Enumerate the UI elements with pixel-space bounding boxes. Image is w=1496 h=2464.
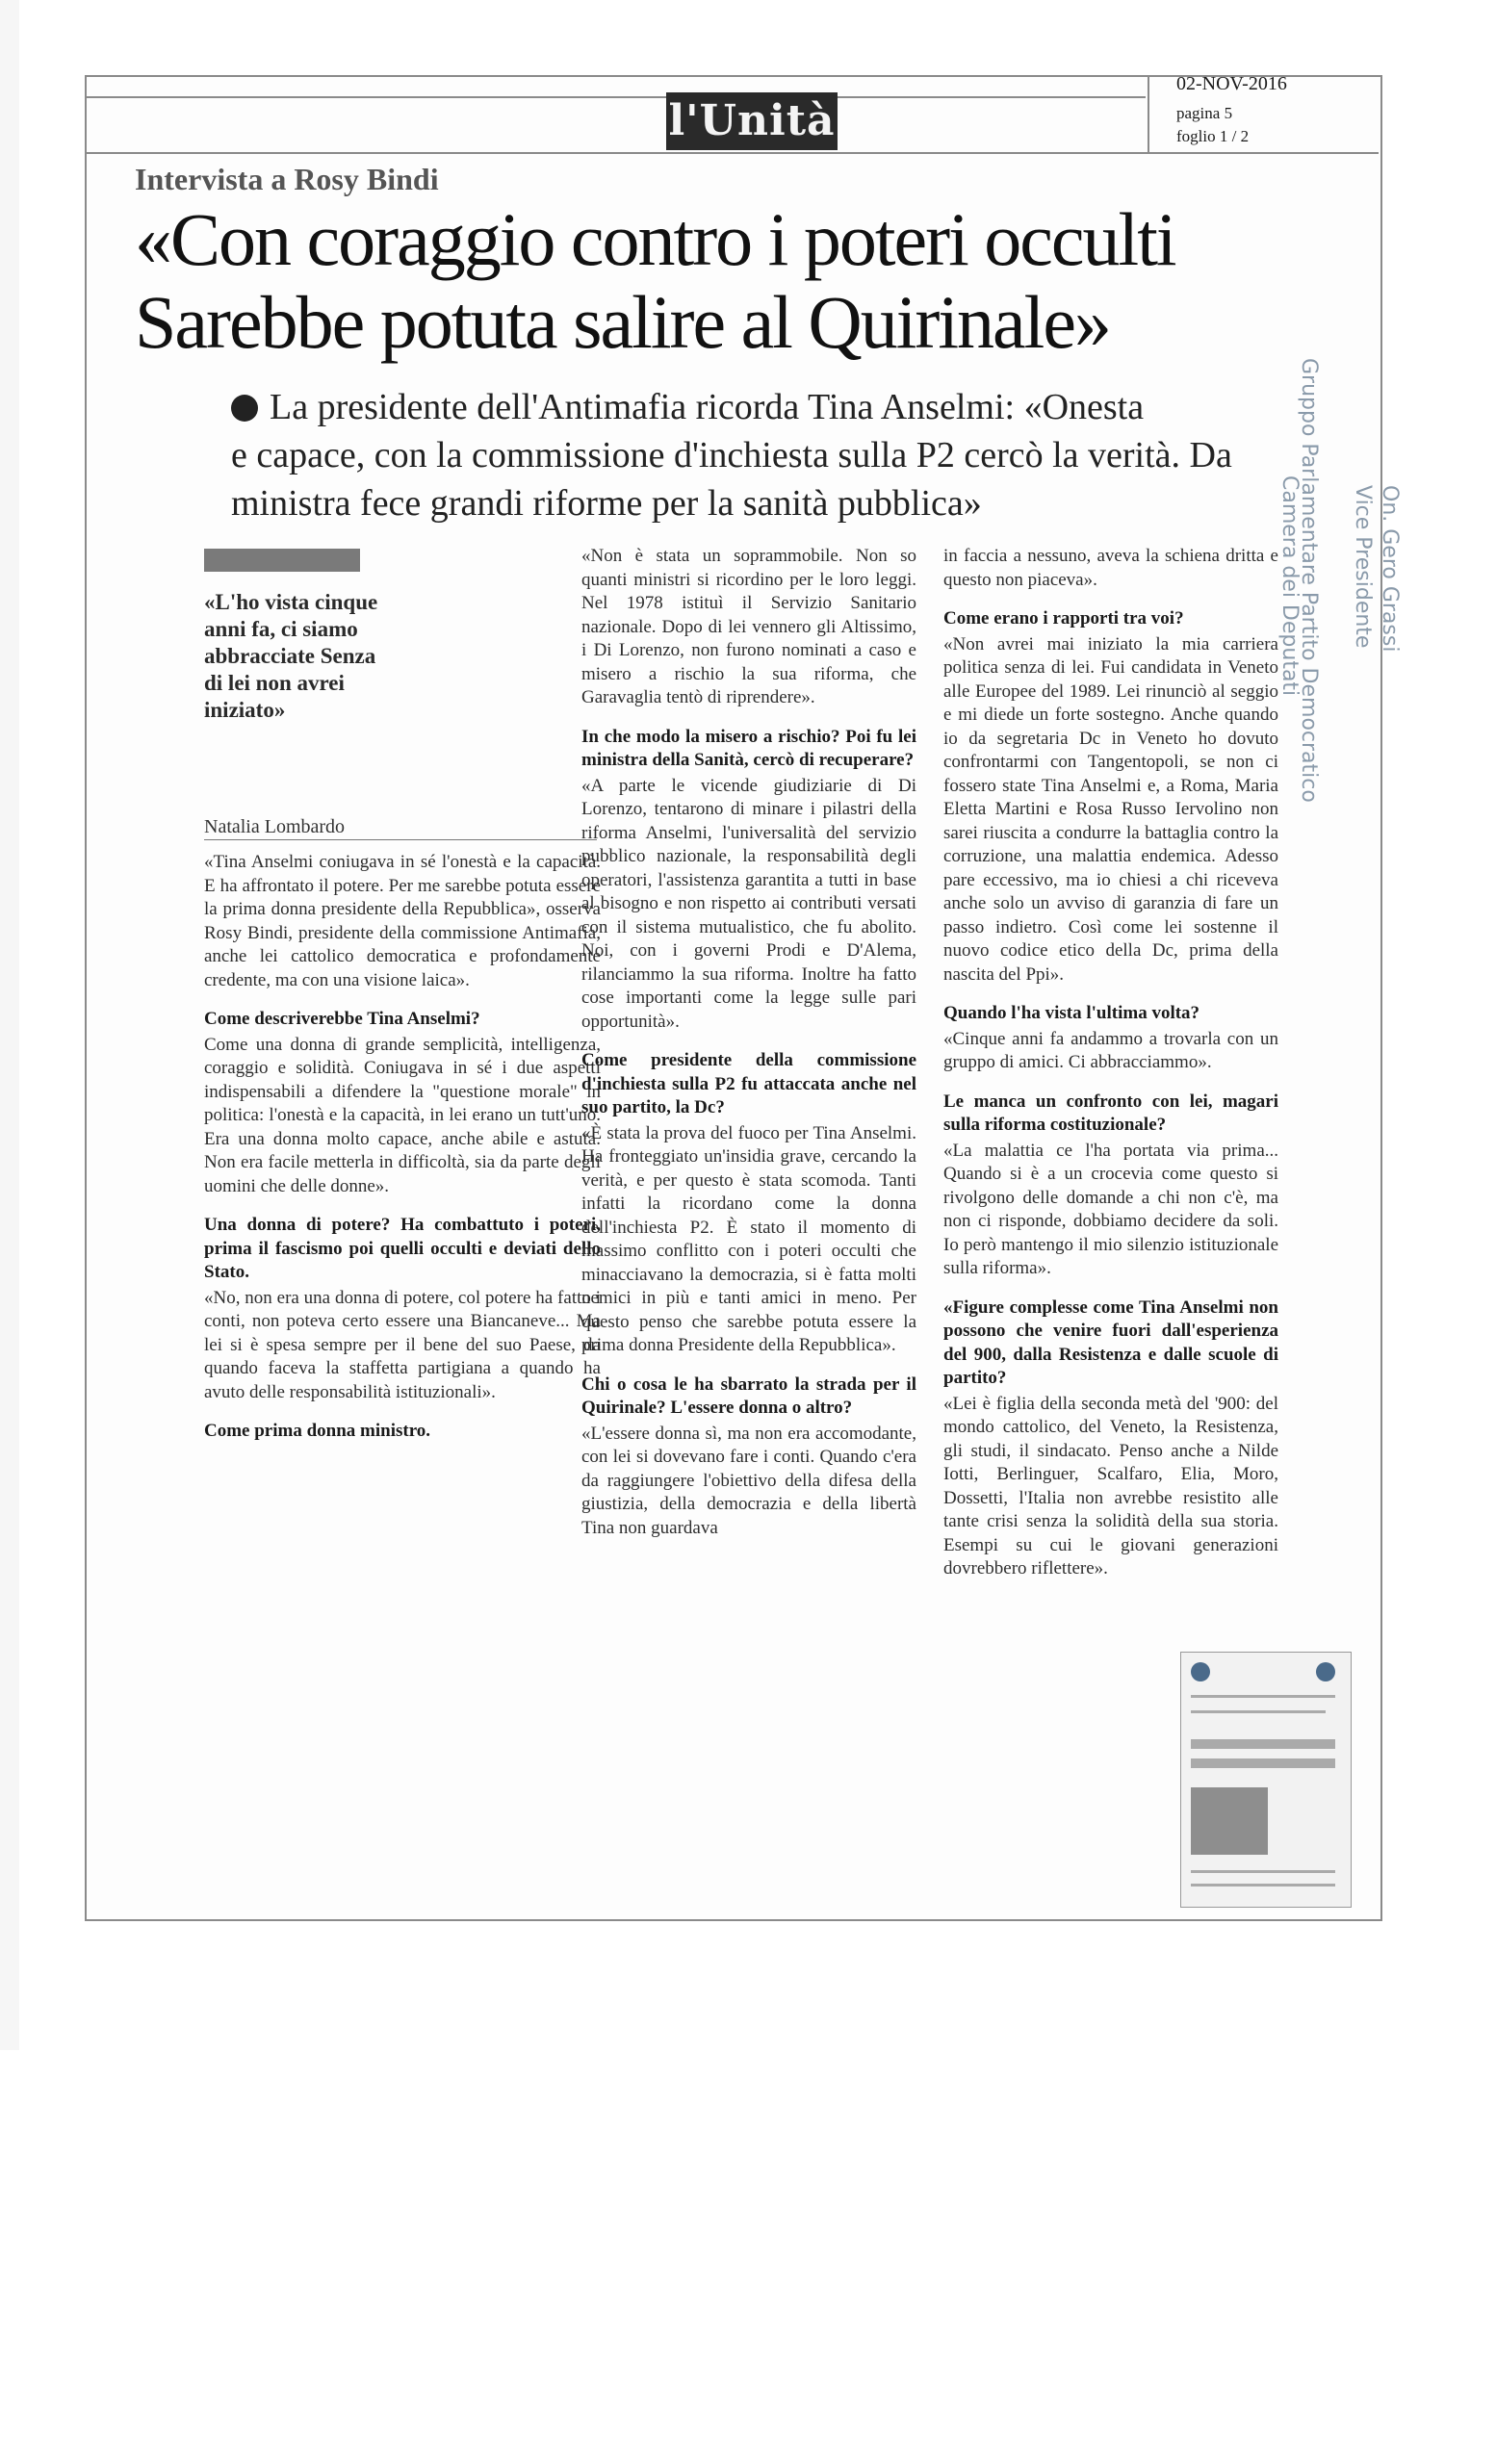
question: Come prima donna ministro. [204,1421,431,1441]
answer: «È stata la prova del fuoco per Tina Anselmi. Ha fronteggiato un'insidia grave, cercando la verità, e per questo è stata scomoda. Tanti infatti la ricordano come la donna dell'inchiesta P2. È stato il momento di massimo conflitto con i poteri occulti che minacciavano la democrazia, si è fatta molti nemici in più e tanti amici in meno. Per questo penso che sarebbe potuta essere la prima donna Presidente della Repubblica». [581,1122,916,1355]
question: Una donna di potere? Ha combattuto i poteri, prima il fascismo poi quelli occulti e deviati dello Stato. [204,1215,601,1282]
answer: «Lei è figlia della seconda metà del '900: del mondo cattolico, del Veneto, la Resistenza, gli studi, il sindacato. Penso anche a Nilde Iotti, Berlinguer, Scalfaro, Elia, Moro, Dossetti, l'Italia non avrebbe resistito alle tante crisi senza la solidità della sua storia. Esempi su cui le giovani generazioni dovrebbero riflettere». [943,1393,1278,1578]
answer: in faccia a nessuno, aveva la schiena dritta e questo non piaceva». [943,546,1278,590]
answer: «L'essere donna sì, ma non era accomodante, con lei si dovevano fare i conti. Quando c'era da raggiungere l'obiettivo della difesa della giustizia, della democrazia e della libertà Tina non guardava [581,1423,916,1538]
question: Quando l'ha vista l'ultima volta? [943,1003,1200,1023]
answer: «Non avrei mai iniziato la mia carriera politica senza di lei. Fui candidata in Veneto alle Europee del 1989. Lei rinunciò al seggio e mi diede un forte sostegno. Anche quando io da segretaria Dc in Veneto ho dovuto confrontarmi con Tangentopoli, se non ci fossero state Tina Anselmi e, a Roma, Maria Eletta Martini e Rosa Russo Iervolino non sarei riuscita a condurre la battaglia contro la corruzione, una malattia endemica. Adesso pare eccessivo, ma io chiesi a chi riceveva anche solo un avviso di garanzia di fare un passo indietro. Così come lei sostenne il nuovo codice etico della Dc, prima della nascita del Ppi». [943,633,1278,985]
thumbnail-headline-line [1191,1758,1335,1768]
answer: «A parte le vicende giudiziarie di Di Lorenzo, tentarono di minare i pilastri della riforma Anselmi, l'universalità del servizio pubblico nazionale, la responsabilità degli operatori, l'assistenza garantita a tutti in base al bisogno e non rispetto ai contributi versati con il sistema mutualistico, che fu abolito. Noi, con i governi Prodi e D'Alema, rilanciammo la sua riforma. Inoltre ha fatto cose importanti come la legge sulle pari opportunità». [581,775,916,1032]
stamp-line-4: Vice Presidente [1351,485,1375,649]
subhead-line-1: La presidente dell'Antimafia ricorda Tina Anselmi: «Onesta [270,387,1145,427]
stamp-line-3: On. Gero Grassi [1378,485,1402,653]
thumbnail-text-line [1191,1695,1335,1698]
question: Le manca un confronto con lei, magari sulla riforma costituzionale? [943,1091,1278,1135]
question: «Figure complesse come Tina Anselmi non possono che venire fuori dall'esperienza del 900, dalla Resistenza e dalle scuole di partito? [943,1296,1278,1388]
scan-edge [0,0,19,2050]
column-2 [581,545,916,1552]
column-1 [204,851,601,1446]
page-thumbnail [1180,1652,1352,1908]
answer: «La malattia ce l'ha portata via prima... Quando si è a un crocevia come questo si rivolgono delle domande a chi non c'è, ma non ci risponde, dobbiamo decidere da soli. Io però mantengo il mio silenzio istituzionale sulla riforma». [943,1140,1278,1278]
pullquote: «L'ho vista cinque anni fa, ci siamo abbracciate Senza di lei non avrei iniziato» [204,590,378,722]
byline: Natalia Lombardo [204,816,346,837]
thumbnail-logo-icon [1191,1662,1210,1681]
thumbnail-text-line [1191,1870,1335,1873]
clipping-page: pagina 5 [1176,104,1233,122]
answer: «Cinque anni fa andammo a trovarla con un gruppo di amici. Ci abbracciammo». [943,1028,1278,1072]
question: Come presidente della commissione d'inchiesta sulla P2 fu attaccata anche nel suo partito, la Dc? [581,1050,916,1117]
thumbnail-text-line [1191,1710,1326,1713]
question: In che modo la misero a rischio? Poi fu lei ministra della Sanità, cercò di recuperare? [581,726,916,770]
byline-rule [204,839,597,840]
thumbnail-text-line [1191,1884,1335,1886]
article-kicker: Intervista a Rosy Bindi [135,162,439,196]
subhead-line-2: e capace, con la commissione d'inchiesta sulla P2 cercò la verità. Da ministra fece grandi riforme per la sanità pubblica» [231,435,1232,524]
question: Chi o cosa le ha sbarrato la strada per il Quirinale? L'essere donna o altro? [581,1373,916,1418]
pullquote-bar [204,549,360,572]
masthead-rule [87,96,1146,98]
stamp-line-2: Camera dei Deputati [1277,475,1302,697]
clipping-date: 02-NOV-2016 [1176,73,1287,94]
intro-paragraph: «Tina Anselmi coniugava in sé l'onestà e la capacità. E ha affrontato il potere. Per me sarebbe potuta essere la prima donna presidente della Repubblica», osserva Rosy Bindi, presidente della commissione Antimafia, anche lei cattolico democratica e profondamente credente, ma con una visione laica». [204,852,601,990]
column-3 [943,545,1278,1593]
answer: «No, non era una donna di potere, col potere ha fatto i conti, non poteva certo essere una Biancaneve... Ma lei si è spesa sempre per il bene del suo Paese, da quando faceva la staffetta partigiana a quando ha avuto delle responsabilità istituzionali». [204,1287,601,1402]
answer: Come una donna di grande semplicità, intelligenza, coraggio e solidità. Coniugava in sé i due aspetti indispensabili a difendere la "questione morale" in politica: l'onestà e la capacità, in lei erano un tutt'uno. Era una donna molto capace, anche abile e astuta. Non era facile metterla in difficoltà, sia da parte degli uomini che delle donne». [204,1034,601,1196]
thumbnail-headline-line [1191,1739,1335,1749]
masthead-rule-bottom [87,152,1379,154]
headline-line-2: Sarebbe potuta salire al Quirinale» [135,280,1110,364]
thumbnail-photo [1191,1787,1268,1855]
article-headline [135,198,1377,364]
bullet-icon [231,395,258,422]
question: Come erano i rapporti tra voi? [943,608,1184,629]
stamp-line-1: Gruppo Parlamentare Partito Democratico [1297,358,1321,803]
clipping-sheet: foglio 1 / 2 [1176,127,1250,145]
thumbnail-logo-icon [1316,1662,1335,1681]
newspaper-logo: l'Unità [666,92,838,150]
answer: «Non è stata un soprammobile. Non so quanti ministri si ricordino per le loro leggi. Nel 1978 istituì il Servizio Sanitario nazionale. Dopo di lei vennero gli Altissimo, i Di Lorenzo, non furono nominati a caso e misero a rischio la sua riforma, che Garavaglia tentò di riprendere». [581,546,916,707]
question: Come descriverebbe Tina Anselmi? [204,1009,480,1029]
headline-line-1: «Con coraggio contro i poteri occulti [135,197,1175,281]
